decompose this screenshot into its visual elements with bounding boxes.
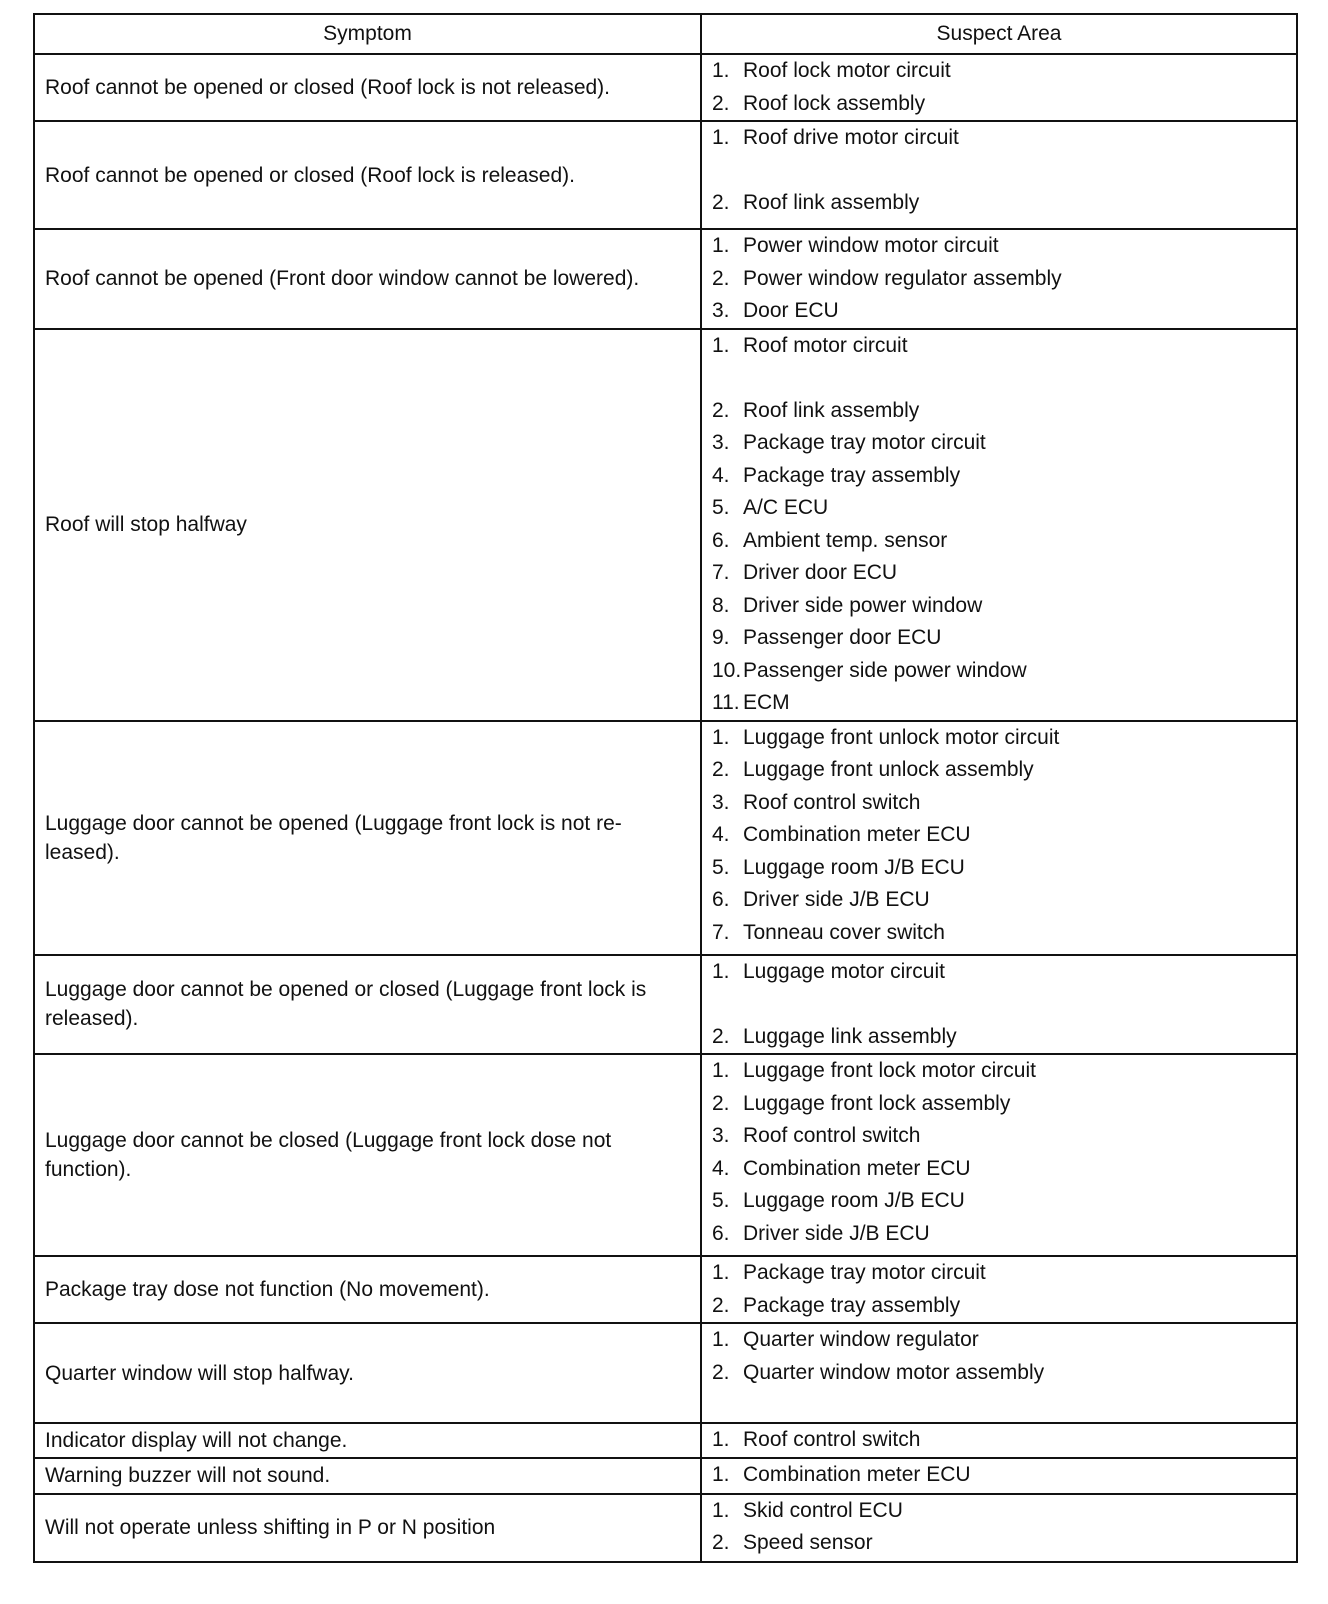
suspect-area-item	[702, 55, 1296, 88]
item-text: Package tray assembly	[743, 1293, 961, 1317]
item-text: Luggage front unlock motor circuit	[743, 725, 1060, 749]
table-row	[34, 721, 1297, 955]
item-number: 2.	[712, 1024, 730, 1048]
item-text: Ambient temp. sensor	[743, 528, 948, 552]
item-number: 3.	[712, 299, 730, 322]
suspect-area-cell	[701, 721, 1297, 955]
item-number: 2.	[712, 1293, 730, 1317]
suspect-area-item	[702, 1290, 1296, 1323]
table-row	[34, 1323, 1297, 1423]
suspect-area-item	[702, 787, 1296, 820]
item-number: 1.	[712, 725, 730, 749]
item-text: Combination meter ECU	[743, 1156, 971, 1180]
item-number: 3.	[712, 431, 730, 454]
suspect-area-item	[702, 754, 1296, 787]
item-text: Luggage front lock assembly	[743, 1091, 1011, 1115]
item-number: 2.	[712, 91, 730, 115]
spacer	[702, 362, 1296, 395]
item-text: Luggage link assembly	[743, 1024, 957, 1048]
symptom-cell: Roof cannot be opened (Front door window cannot be lowered).	[34, 229, 701, 329]
suspect-area-item	[702, 525, 1296, 558]
item-text: Luggage room J/B ECU	[743, 855, 965, 879]
item-text: Passenger door ECU	[743, 626, 942, 649]
suspect-area-item	[702, 655, 1296, 688]
item-number: 1.	[712, 126, 730, 149]
item-number: 1.	[712, 59, 730, 82]
item-text: Combination meter ECU	[743, 823, 971, 846]
suspect-area-item	[702, 590, 1296, 623]
table-row	[34, 955, 1297, 1055]
suspect-area-item	[702, 687, 1296, 720]
symptom-cell: Luggage door cannot be opened (Luggage front lock is not re-leased).	[34, 721, 701, 955]
item-text: Driver side power window	[743, 593, 983, 617]
item-text: Speed sensor	[743, 1531, 873, 1554]
item-number: 1.	[712, 1462, 730, 1486]
table-body	[34, 54, 1297, 1562]
suspect-area-item	[702, 1120, 1296, 1153]
item-text: Driver side J/B ECU	[743, 888, 930, 911]
suspect-area-item	[702, 819, 1296, 852]
item-text: Roof drive motor circuit	[743, 126, 959, 149]
suspect-area-item	[702, 956, 1296, 989]
item-text: Quarter window regulator	[743, 1328, 979, 1351]
symptom-cell: Roof cannot be opened or closed (Roof lock is released).	[34, 121, 701, 229]
suspect-area-cell	[701, 54, 1297, 121]
item-text: Roof motor circuit	[743, 333, 908, 357]
item-text: Passenger side power window	[743, 658, 1027, 682]
suspect-area-cell	[701, 329, 1297, 721]
suspect-area-item	[702, 852, 1296, 885]
item-number: 3.	[712, 1124, 730, 1147]
suspect-area-cell	[701, 1256, 1297, 1323]
suspect-area-item	[702, 917, 1296, 950]
item-number: 1.	[712, 959, 730, 983]
item-text: Driver door ECU	[743, 561, 898, 584]
symptom-cell: Will not operate unless shifting in P or N position	[34, 1494, 701, 1562]
suspect-area-item	[702, 1185, 1296, 1218]
item-text: Door ECU	[743, 299, 839, 322]
suspect-area-cell	[701, 1054, 1297, 1256]
table-row	[34, 329, 1297, 721]
item-number: 9.	[712, 626, 730, 649]
suspect-area-item	[702, 1324, 1296, 1357]
item-text: Roof link assembly	[743, 191, 920, 214]
table-row	[34, 1494, 1297, 1562]
suspect-area-cell	[701, 1494, 1297, 1562]
symptom-cell: Luggage door cannot be closed (Luggage front lock dose not function).	[34, 1054, 701, 1256]
item-text: ECM	[743, 691, 790, 714]
table-row	[34, 1054, 1297, 1256]
item-number: 3.	[712, 790, 730, 814]
item-number: 1.	[712, 1059, 730, 1082]
suspect-area-header: Suspect Area	[701, 14, 1297, 54]
suspect-area-item	[702, 187, 1296, 220]
item-number: 2.	[712, 398, 730, 422]
suspect-area-item	[702, 1424, 1296, 1457]
table-row	[34, 1423, 1297, 1458]
item-text: Skid control ECU	[743, 1498, 903, 1522]
suspect-area-item	[702, 1055, 1296, 1088]
table-header-row	[34, 14, 1297, 54]
suspect-area-cell	[701, 1323, 1297, 1423]
symptom-cell: Roof will stop halfway	[34, 329, 701, 721]
item-number: 5.	[712, 1189, 730, 1212]
item-number: 2.	[712, 1531, 730, 1554]
item-number: 6.	[712, 1221, 730, 1245]
suspect-area-item	[702, 230, 1296, 263]
item-number: 2.	[712, 266, 730, 290]
item-text: Roof control switch	[743, 790, 921, 814]
item-text: Package tray motor circuit	[743, 431, 986, 454]
item-number: 1.	[712, 333, 730, 357]
symptom-cell: Warning buzzer will not sound.	[34, 1458, 701, 1494]
table-row	[34, 1458, 1297, 1494]
item-number: 7.	[712, 920, 730, 944]
item-number: 5.	[712, 855, 730, 879]
suspect-area-cell	[701, 121, 1297, 229]
item-text: Roof lock assembly	[743, 91, 926, 115]
item-number: 4.	[712, 823, 730, 846]
symptom-cell: Package tray dose not function (No movement).	[34, 1256, 701, 1323]
symptom-cell: Roof cannot be opened or closed (Roof lock is not released).	[34, 54, 701, 121]
suspect-area-cell	[701, 229, 1297, 329]
item-number: 4.	[712, 1156, 730, 1180]
item-text: A/C ECU	[743, 496, 829, 519]
item-text: Package tray assembly	[743, 463, 961, 487]
item-number: 2.	[712, 1091, 730, 1115]
item-number: 6.	[712, 528, 730, 552]
table-row	[34, 1256, 1297, 1323]
item-text: Roof control switch	[743, 1428, 921, 1451]
item-number: 1.	[712, 1328, 730, 1351]
symptom-cell: Luggage door cannot be opened or closed (Luggage front lock is released).	[34, 955, 701, 1055]
table-row	[34, 54, 1297, 121]
spacer	[702, 155, 1296, 188]
item-text: Power window regulator assembly	[743, 266, 1062, 290]
item-number: 1.	[712, 1261, 730, 1284]
item-number: 10.	[712, 658, 742, 682]
suspect-area-item	[702, 263, 1296, 296]
suspect-area-item	[702, 1527, 1296, 1560]
suspect-area-item	[702, 427, 1296, 460]
item-text: Roof link assembly	[743, 398, 920, 422]
item-number: 1.	[712, 1498, 730, 1522]
item-number: 7.	[712, 561, 730, 584]
suspect-area-item	[702, 330, 1296, 363]
spacer	[702, 988, 1296, 1021]
item-text: Combination meter ECU	[743, 1462, 971, 1486]
suspect-area-item	[702, 557, 1296, 590]
item-number: 2.	[712, 1360, 730, 1384]
suspect-area-item	[702, 1153, 1296, 1186]
item-number: 4.	[712, 463, 730, 487]
suspect-area-item	[702, 1218, 1296, 1251]
suspect-area-item	[702, 492, 1296, 525]
suspect-area-item	[702, 1495, 1296, 1528]
table-row	[34, 121, 1297, 229]
suspect-area-cell	[701, 1423, 1297, 1458]
suspect-area-item	[702, 1021, 1296, 1054]
suspect-area-item	[702, 1459, 1296, 1492]
table-row	[34, 229, 1297, 329]
suspect-area-item	[702, 295, 1296, 328]
suspect-area-item	[702, 722, 1296, 755]
item-number: 2.	[712, 191, 730, 214]
item-text: Roof lock motor circuit	[743, 59, 951, 82]
item-text: Luggage front lock motor circuit	[743, 1059, 1036, 1082]
item-text: Power window motor circuit	[743, 234, 999, 257]
suspect-area-item	[702, 1088, 1296, 1121]
suspect-area-cell	[701, 955, 1297, 1055]
troubleshooting-table	[33, 13, 1298, 1563]
item-text: Roof control switch	[743, 1124, 921, 1147]
symptom-cell: Quarter window will stop halfway.	[34, 1323, 701, 1423]
suspect-area-item	[702, 884, 1296, 917]
item-text: Luggage motor circuit	[743, 959, 945, 983]
item-number: 5.	[712, 496, 730, 519]
item-text: Tonneau cover switch	[743, 920, 945, 944]
symptom-header: Symptom	[34, 14, 701, 54]
item-text: Luggage room J/B ECU	[743, 1189, 965, 1212]
item-number: 1.	[712, 234, 730, 257]
item-text: Quarter window motor assembly	[743, 1360, 1045, 1384]
symptom-cell: Indicator display will not change.	[34, 1423, 701, 1458]
suspect-area-item	[702, 1357, 1296, 1390]
suspect-area-cell	[701, 1458, 1297, 1494]
item-number: 1.	[712, 1428, 730, 1451]
suspect-area-item	[702, 122, 1296, 155]
suspect-area-item	[702, 460, 1296, 493]
suspect-area-item	[702, 395, 1296, 428]
suspect-area-item	[702, 1257, 1296, 1290]
item-text: Package tray motor circuit	[743, 1261, 986, 1284]
item-text: Luggage front unlock assembly	[743, 758, 1034, 781]
item-number: 6.	[712, 888, 730, 911]
item-number: 2.	[712, 758, 730, 781]
suspect-area-item	[702, 88, 1296, 121]
item-text: Driver side J/B ECU	[743, 1221, 930, 1245]
item-number: 8.	[712, 593, 730, 617]
suspect-area-item	[702, 622, 1296, 655]
item-number: 11.	[712, 691, 740, 714]
